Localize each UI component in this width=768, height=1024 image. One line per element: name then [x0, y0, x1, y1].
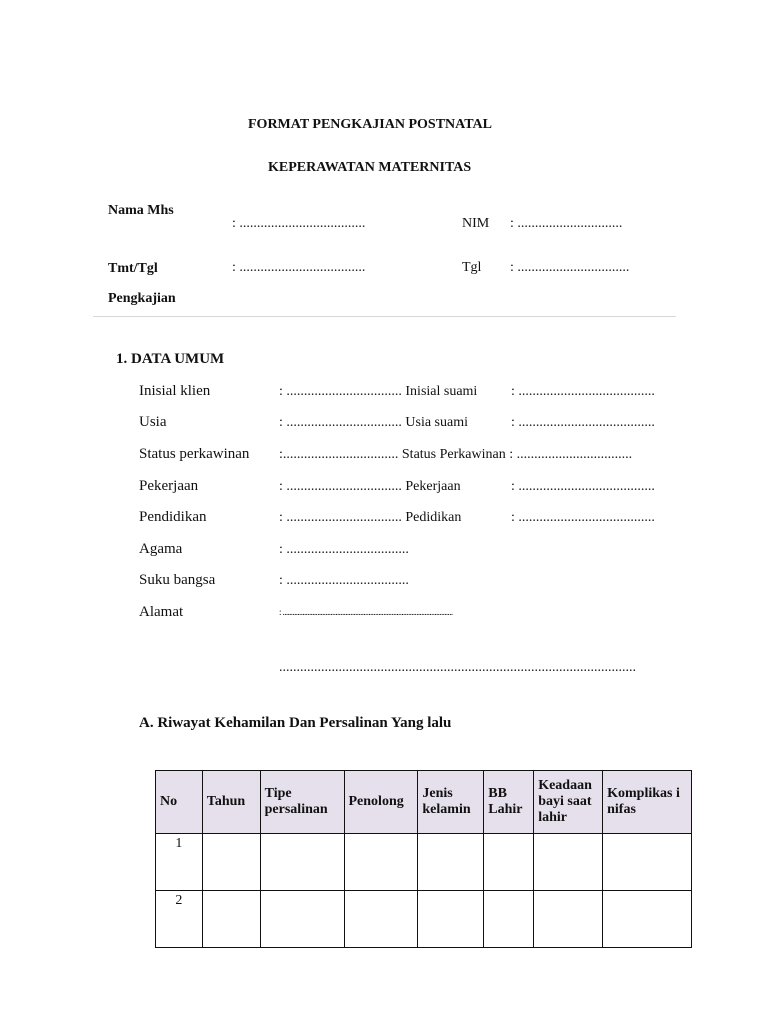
- table-row: [156, 891, 692, 948]
- row-field-pekerjaan-suami[interactable]: : .......................................: [511, 479, 655, 494]
- column-header-tahun: Tahun: [202, 771, 260, 834]
- row-label-pekerjaan: Pekerjaan: [139, 478, 199, 494]
- tmt-label: Tmt/Tgl: [108, 261, 158, 276]
- nama-label: Nama Mhs: [108, 203, 174, 218]
- table-header-row: [156, 771, 692, 834]
- row-label-alamat: Alamat: [139, 604, 184, 620]
- row-field-pekerjaan[interactable]: : ................................. Pekerjaan: [279, 479, 461, 494]
- row-field-alamat[interactable]: : .......................................................................................................: [279, 607, 453, 617]
- riwayat-table: [155, 770, 692, 948]
- tgl-label: Tgl: [462, 260, 482, 275]
- table-cell[interactable]: [344, 891, 418, 948]
- row-field-inisial-suami[interactable]: : .......................................: [511, 384, 655, 399]
- table-row: [156, 834, 692, 891]
- row-field-status-perkawinan[interactable]: :................................. Status Perkawinan : .................................: [279, 447, 633, 462]
- document-subtitle: KEPERAWATAN MATERNITAS: [268, 160, 472, 175]
- table-cell-no: 1: [156, 834, 203, 891]
- column-header-tipe-persalinan: Tipe persalinan: [260, 771, 344, 834]
- table-cell[interactable]: [260, 834, 344, 891]
- row-field-pendidikan[interactable]: : ................................. Pedidikan: [279, 510, 462, 525]
- section-heading-riwayat: A. Riwayat Kehamilan Dan Persalinan Yang lalu: [139, 715, 452, 731]
- table-cell[interactable]: [202, 891, 260, 948]
- nama-field[interactable]: : ....................................: [232, 216, 366, 231]
- tmt-field[interactable]: : ....................................: [232, 260, 366, 275]
- row-field-usia[interactable]: : ................................. Usia suami: [279, 415, 468, 430]
- table-cell[interactable]: [202, 834, 260, 891]
- section-heading-data-umum: 1. DATA UMUM: [116, 351, 225, 367]
- column-header-komplikasi-nifas: Komplikas i nifas: [603, 771, 692, 834]
- column-header-jenis-kelamin: Jenis kelamin: [418, 771, 484, 834]
- divider: [93, 316, 676, 317]
- column-header-keadaan-bayi: Keadaan bayi saat lahir: [534, 771, 603, 834]
- table-cell[interactable]: [484, 834, 534, 891]
- table-cell[interactable]: [260, 891, 344, 948]
- table-cell[interactable]: [484, 891, 534, 948]
- nim-label: NIM: [462, 216, 490, 231]
- document-title: FORMAT PENGKAJIAN POSTNATAL: [248, 117, 492, 132]
- pengkajian-label: Pengkajian: [108, 291, 176, 306]
- row-label-pendidikan: Pendidikan: [139, 509, 207, 525]
- column-header-no: No: [156, 771, 203, 834]
- row-label-suku-bangsa: Suku bangsa: [139, 572, 216, 588]
- nim-field[interactable]: : ..............................: [510, 216, 623, 231]
- column-header-bb-lahir: BB Lahir: [484, 771, 534, 834]
- table-cell[interactable]: [344, 834, 418, 891]
- row-field-usia-suami[interactable]: : .......................................: [511, 415, 655, 430]
- row-field-inisial-klien[interactable]: : ................................. Inisial suami: [279, 384, 478, 399]
- row-label-inisial-klien: Inisial klien: [139, 383, 211, 399]
- row-field-agama[interactable]: : ...................................: [279, 542, 409, 557]
- row-label-usia: Usia: [139, 414, 167, 430]
- column-header-penolong: Penolong: [344, 771, 418, 834]
- table-cell[interactable]: [418, 834, 484, 891]
- table-cell[interactable]: [418, 891, 484, 948]
- table-cell[interactable]: [534, 834, 603, 891]
- table-cell[interactable]: [534, 891, 603, 948]
- row-field-suku-bangsa[interactable]: : ...................................: [279, 573, 409, 588]
- row-field-pendidikan-suami[interactable]: : .......................................: [511, 510, 655, 525]
- row-label-agama: Agama: [139, 541, 183, 557]
- tgl-field[interactable]: : ................................: [510, 260, 630, 275]
- row-label-status-perkawinan: Status perkawinan: [139, 446, 250, 462]
- table-cell-no: 2: [156, 891, 203, 948]
- row-field-alamat-line-2[interactable]: ......................................................................................................: [279, 660, 636, 675]
- table-cell[interactable]: [603, 834, 692, 891]
- table-cell[interactable]: [603, 891, 692, 948]
